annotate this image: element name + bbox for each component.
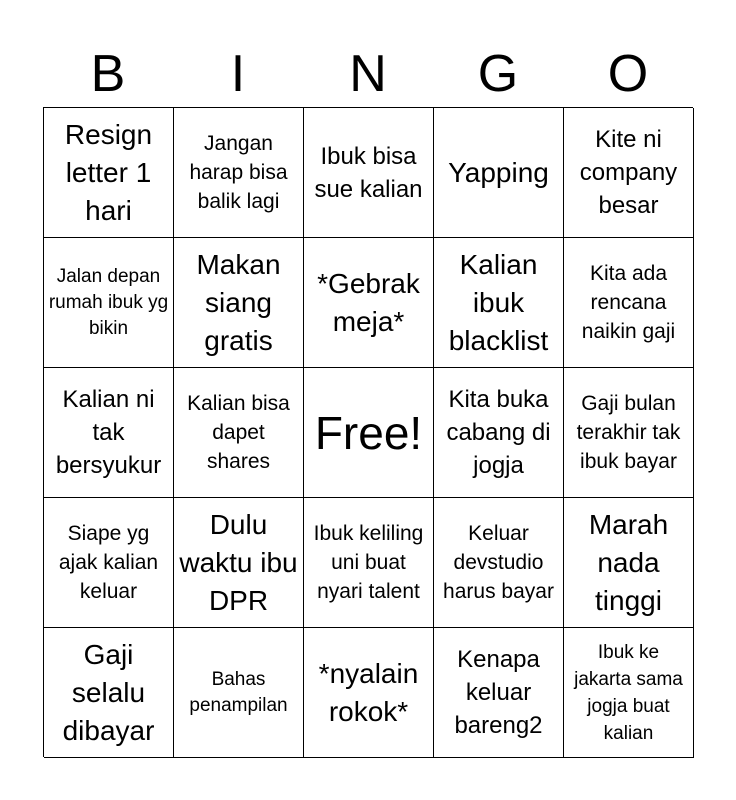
bingo-cell[interactable] (174, 238, 304, 368)
bingo-cell[interactable] (44, 108, 174, 238)
cell-text: Makan siang gratis (196, 248, 281, 356)
bingo-cell[interactable] (304, 628, 434, 758)
cell-text: Jalan depan rumah ibuk yg bikin (48, 265, 169, 339)
cell-text: Kita buka cabang di jogja (446, 386, 551, 479)
header-letter-n: N (349, 45, 387, 103)
bingo-cell[interactable] (304, 108, 434, 238)
header-letter-i: I (230, 45, 246, 103)
bingo-cell[interactable] (434, 238, 564, 368)
free-space-text: Free! (314, 406, 423, 459)
bingo-cell[interactable] (304, 498, 434, 628)
cell-text: Gaji bulan terakhir tak ibuk bayar (576, 392, 681, 473)
cell-text: Ibuk ke jakarta sama jogja buat kalian (574, 641, 683, 744)
cell-text: Kalian ni tak bersyukur (55, 386, 162, 479)
cell-text: *nyalain rokok* (318, 657, 419, 727)
cell-text: Kenapa keluar bareng2 (454, 646, 543, 739)
cell-text: Siape yg ajak kalian keluar (58, 522, 159, 603)
bingo-cell[interactable] (564, 108, 694, 238)
bingo-cell[interactable] (174, 498, 304, 628)
bingo-cell[interactable] (564, 368, 694, 498)
bingo-cell[interactable] (174, 108, 304, 238)
bingo-cell[interactable] (434, 498, 564, 628)
cell-text: Resign letter 1 hari (64, 118, 153, 226)
bingo-cell[interactable] (434, 108, 564, 238)
cell-text: Yapping (448, 156, 549, 188)
bingo-grid (43, 107, 693, 757)
bingo-cell[interactable] (304, 238, 434, 368)
bingo-cell[interactable] (564, 238, 694, 368)
cell-text: Kita ada rencana naikin gaji (581, 262, 676, 343)
header-letter-b: B (90, 45, 126, 103)
free-space[interactable] (304, 368, 434, 498)
cell-text: Dulu waktu ibu DPR (179, 508, 298, 616)
cell-text: Jangan harap bisa balik lagi (189, 132, 288, 213)
bingo-cell[interactable] (434, 368, 564, 498)
header-letter-g: G (477, 45, 519, 103)
cell-text: Ibuk keliling uni buat nyari talent (313, 522, 424, 603)
bingo-cell[interactable] (44, 368, 174, 498)
bingo-cell[interactable] (174, 368, 304, 498)
bingo-cell[interactable] (174, 628, 304, 758)
cell-text: Marah nada tinggi (588, 508, 669, 616)
cell-text: Kite ni company besar (579, 126, 678, 219)
bingo-cell[interactable] (44, 238, 174, 368)
bingo-cell[interactable] (434, 628, 564, 758)
cell-text: Kalian bisa dapet shares (187, 392, 290, 473)
cell-text: Kalian ibuk blacklist (448, 248, 549, 356)
bingo-cell[interactable] (564, 628, 694, 758)
cell-text: Bahas penampilan (189, 668, 288, 716)
bingo-cell[interactable] (44, 498, 174, 628)
bingo-cell[interactable] (564, 498, 694, 628)
cell-text: Gaji selalu dibayar (62, 638, 155, 746)
cell-text: *Gebrak meja* (317, 267, 420, 337)
bingo-header (43, 40, 693, 108)
cell-text: Ibuk bisa sue kalian (314, 142, 423, 203)
header-letter-o: O (607, 45, 649, 103)
cell-text: Keluar devstudio harus bayar (443, 522, 554, 603)
bingo-cell[interactable] (44, 628, 174, 758)
